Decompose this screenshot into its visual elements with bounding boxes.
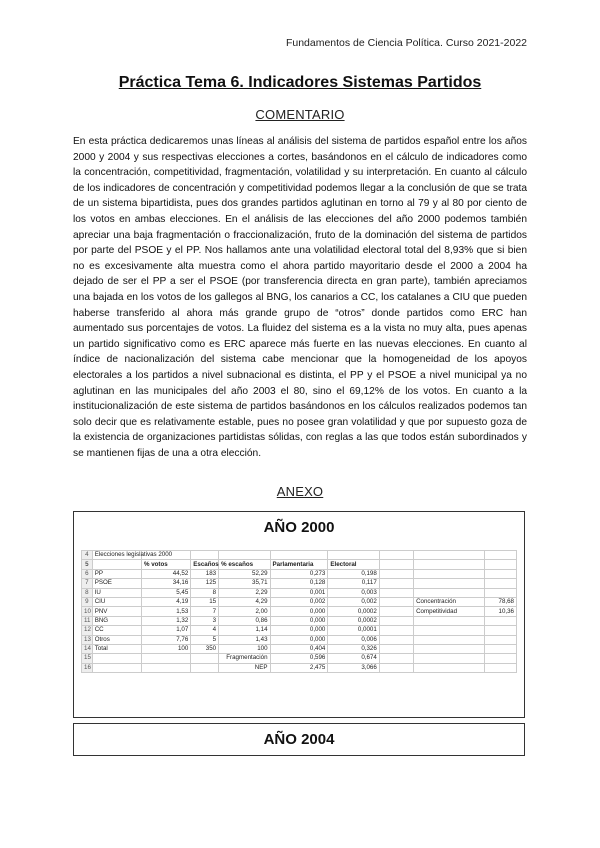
table-cell: 1,53 <box>141 607 190 616</box>
table-cell <box>379 663 413 672</box>
table-cell: Competitividad <box>414 607 485 616</box>
annex-box-2004 <box>73 723 525 756</box>
table-cell <box>379 644 413 653</box>
table-cell <box>414 560 485 569</box>
table-row <box>82 560 517 569</box>
table-cell: 2,00 <box>219 607 270 616</box>
table-row <box>82 644 517 653</box>
table-cell <box>414 588 485 597</box>
table-cell <box>141 654 190 663</box>
table-cell <box>414 551 485 560</box>
anexo-heading: ANEXO <box>276 484 324 499</box>
table-cell: 0,326 <box>328 644 379 653</box>
table-cell <box>92 663 141 672</box>
table-cell <box>270 551 328 560</box>
table-cell: NEP <box>219 663 270 672</box>
table-cell <box>191 663 219 672</box>
table-cell: 0,273 <box>270 569 328 578</box>
table-cell: 0,000 <box>270 626 328 635</box>
table-row <box>82 597 517 606</box>
table-cell: 0,000 <box>270 616 328 625</box>
row-number-cell: 8 <box>82 588 93 597</box>
table-cell: Concentración <box>414 597 485 606</box>
table-cell: PNV <box>92 607 141 616</box>
table-cell: 0,596 <box>270 654 328 663</box>
table-cell: 44,52 <box>141 569 190 578</box>
row-number-cell: 15 <box>82 654 93 663</box>
table-cell: 100 <box>219 644 270 653</box>
table-cell <box>379 635 413 644</box>
table-row <box>82 579 517 588</box>
table-cell <box>379 560 413 569</box>
table-cell: 0,000 <box>270 635 328 644</box>
table-cell: 15 <box>191 597 219 606</box>
table-cell: Electoral <box>328 560 379 569</box>
table-cell: 4 <box>191 626 219 635</box>
table-cell <box>379 569 413 578</box>
table-cell: 3,066 <box>328 663 379 672</box>
table-cell <box>92 654 141 663</box>
table-cell: 1,32 <box>141 616 190 625</box>
table-cell <box>92 560 141 569</box>
table-cell: 4,29 <box>219 597 270 606</box>
year-2000-title: AÑO 2000 <box>263 519 335 536</box>
table-cell: 2,29 <box>219 588 270 597</box>
table-cell: 5 <box>191 635 219 644</box>
comentario-heading: COMENTARIO <box>255 107 345 122</box>
table-cell: Escaños <box>191 560 219 569</box>
table-cell: 3 <box>191 616 219 625</box>
table-cell: 125 <box>191 579 219 588</box>
table-cell <box>484 551 516 560</box>
table-cell: 2,475 <box>270 663 328 672</box>
table-row <box>82 551 517 560</box>
table-cell: 1,07 <box>141 626 190 635</box>
table-cell: CIU <box>92 597 141 606</box>
table-cell: 0,86 <box>219 616 270 625</box>
table-cell <box>414 663 485 672</box>
table-cell <box>484 635 516 644</box>
table-cell: 1,43 <box>219 635 270 644</box>
table-cell <box>414 626 485 635</box>
table-cell: 7,76 <box>141 635 190 644</box>
table-cell: 0,404 <box>270 644 328 653</box>
table-row <box>82 588 517 597</box>
table-cell <box>484 588 516 597</box>
table-cell: 0,006 <box>328 635 379 644</box>
table-cell: 7 <box>191 607 219 616</box>
table-row <box>82 635 517 644</box>
row-number-cell: 10 <box>82 607 93 616</box>
table-cell: % escaños <box>219 560 270 569</box>
course-header: Fundamentos de Ciencia Política. Curso 2021-2022 <box>285 37 527 49</box>
table-cell: 8 <box>191 588 219 597</box>
table-cell <box>484 579 516 588</box>
table-cell <box>414 569 485 578</box>
table-row <box>82 663 517 672</box>
table-row <box>82 616 517 625</box>
table-cell: 1,14 <box>219 626 270 635</box>
table-cell <box>379 579 413 588</box>
row-number-cell: 4 <box>82 551 93 560</box>
table-cell <box>379 597 413 606</box>
row-number-cell: 9 <box>82 597 93 606</box>
row-number-cell: 6 <box>82 569 93 578</box>
table-row <box>82 654 517 663</box>
table-cell <box>191 551 219 560</box>
table-cell <box>414 635 485 644</box>
table-cell: 0,001 <box>270 588 328 597</box>
table-cell <box>414 644 485 653</box>
table-cell: 78,68 <box>484 597 516 606</box>
table-cell: 0,002 <box>328 597 379 606</box>
table-cell <box>414 654 485 663</box>
table-cell <box>379 616 413 625</box>
table-cell: 5,45 <box>141 588 190 597</box>
table-cell: 52,29 <box>219 569 270 578</box>
document-title: Práctica Tema 6. Indicadores Sistemas Partidos <box>118 74 482 91</box>
table-cell: 100 <box>141 644 190 653</box>
table-cell: % votos <box>141 560 190 569</box>
table-cell: 0,0002 <box>328 616 379 625</box>
table-cell: 0,198 <box>328 569 379 578</box>
table-cell: Parlamentaria <box>270 560 328 569</box>
row-number-cell: 12 <box>82 626 93 635</box>
table-cell: 0,0002 <box>328 607 379 616</box>
annex-box-2000 <box>73 511 525 718</box>
row-number-cell: 14 <box>82 644 93 653</box>
table-cell <box>414 579 485 588</box>
table-cell: 183 <box>191 569 219 578</box>
table-cell: Fragmentación <box>219 654 270 663</box>
table-cell <box>484 644 516 653</box>
table-cell <box>484 616 516 625</box>
row-number-cell: 11 <box>82 616 93 625</box>
table-cell <box>484 626 516 635</box>
table-cell: 4,19 <box>141 597 190 606</box>
table-row <box>82 607 517 616</box>
table-cell: 10,36 <box>484 607 516 616</box>
year-2004-title: AÑO 2004 <box>263 731 335 748</box>
table-cell: 350 <box>191 644 219 653</box>
table-cell: BNG <box>92 616 141 625</box>
table-cell: 35,71 <box>219 579 270 588</box>
table-cell <box>191 654 219 663</box>
spreadsheet-2000 <box>81 550 517 673</box>
table-cell <box>484 663 516 672</box>
table-cell <box>379 551 413 560</box>
row-number-cell: 13 <box>82 635 93 644</box>
table-cell: 0,128 <box>270 579 328 588</box>
table-cell: CC <box>92 626 141 635</box>
table-cell <box>328 551 379 560</box>
table-cell <box>141 663 190 672</box>
table-cell: 34,16 <box>141 579 190 588</box>
table-cell <box>219 551 270 560</box>
table-cell: 0,003 <box>328 588 379 597</box>
table-cell <box>484 654 516 663</box>
table-cell: PSOE <box>92 579 141 588</box>
table-row <box>82 626 517 635</box>
row-number-cell: 7 <box>82 579 93 588</box>
table-cell: PP <box>92 569 141 578</box>
table-cell: 0,674 <box>328 654 379 663</box>
table-cell <box>414 616 485 625</box>
table-row <box>82 569 517 578</box>
table-cell: 0,0001 <box>328 626 379 635</box>
row-number-cell: 5 <box>82 560 93 569</box>
table-cell: Total <box>92 644 141 653</box>
table-cell <box>484 569 516 578</box>
row-number-cell: 16 <box>82 663 93 672</box>
table-cell: IU <box>92 588 141 597</box>
table-cell: Otros <box>92 635 141 644</box>
table-cell <box>379 654 413 663</box>
table-cell: 0,117 <box>328 579 379 588</box>
table-cell: 0,000 <box>270 607 328 616</box>
comentario-paragraph: En esta práctica dedicaremos unas líneas al análisis del sistema de partidos español entre los años 2000 y 2004 y sus respectivas elecciones a cortes, basándonos en el cálculo de indicadores como la concentración, competitividad, fragmentación, volatilidad y su interpretación. En cuanto al cálculo de los indicadores de concentración y competitividad podemos llegar a la conclusión de que se trata de un sistema bipartidista, pues dos grandes partidos aglutinan en torno al 79 y al 80 por ciento de los votos en ambas elecciones. En el análisis de las elecciones del año 2000 podemos también apreciar una baja fragmentación o fraccionalización, fruto de la dominación del sistema de partidos por parte del PSOE y el PP. Nos hallamos ante una volatilidad electoral total del 8,93% que si bien no es excesivamente alta muestra como el ahora partido mayoritario desde el 2000 a 2004 ha dejado de ser el PP a ser el PSOE (por transferencia directa en gran parte), también apreciamos una bajada en los votos de los gallegos al BNG, los canarios a CC, los catalanes a CIU que pueden haberse transferido al ahora más grande grupo de “otros” donde partidos como ERC han aumentado sus porcentajes de votos. La fluidez del sistema es a la vista no muy alta, pues apenas un partido significativo como es ERC aparece más fuerte en las nuevas elecciones. En cuanto al índice de nacionalización del sistema cabe mencionar que la homogeneidad de los apoyos electorales a los partidos a nivel subnacional es distinta, el PP y el PSOE a nivel municipal ya no aglutinan en las municipales del año 2003 el 80, sino el 69,12% de los votos. En cuanto a la institucionalización de este sistema de partidos basándonos en los cálculos realizados podemos tan solo decir que es relativamente estable, pues no posee gran volatilidad y que por supuesto goza de la existencia de organizaciones partidistas sólidas, con reglas a las que todos están subordinados y se mantienen fijas de una a otra elección. <box>73 136 527 459</box>
table-cell: Elecciones legislativas 2000 <box>92 551 141 560</box>
table-cell <box>379 626 413 635</box>
table-cell: 0,002 <box>270 597 328 606</box>
table-cell <box>379 588 413 597</box>
table-cell <box>484 560 516 569</box>
table-cell <box>379 607 413 616</box>
